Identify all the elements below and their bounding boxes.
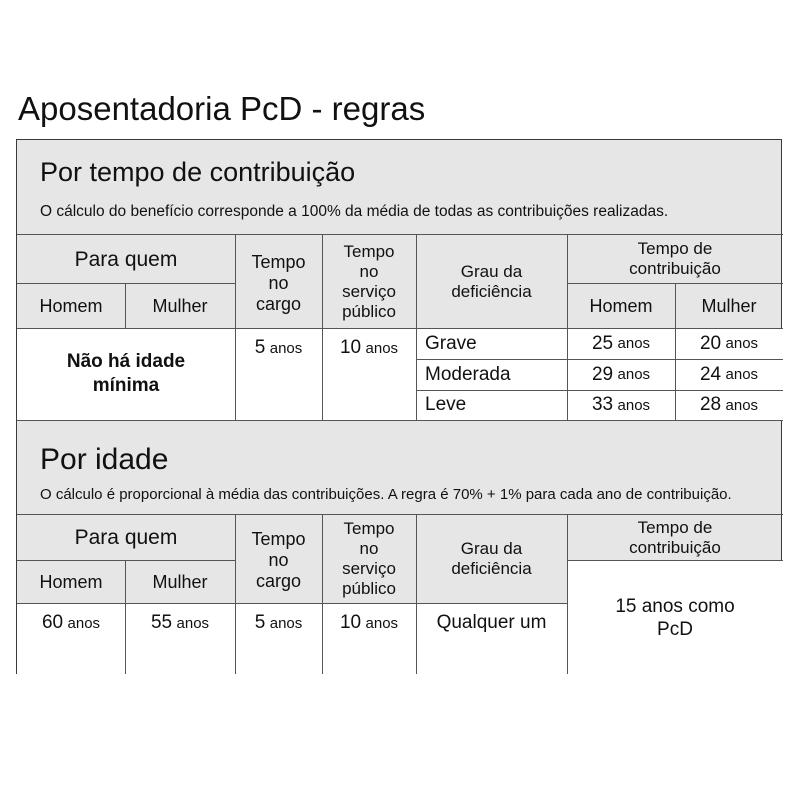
age-tempo-contribuicao-value: 15 anos como PcD [615,595,735,640]
age-header-para-quem: Para quem [74,526,178,549]
para-quem-value: Não há idade mínima [66,351,186,396]
header-grau: Grau da deficiência [451,262,532,301]
divider [125,560,126,674]
age-grau-value: Qualquer um [436,612,547,633]
contrib-homem-moderada: 29 anos [591,363,651,385]
contrib-mulher-moderada: 24 anos [699,363,759,385]
divider [17,234,783,235]
age-homem-value: 60 anos [41,612,101,633]
grau-leve: Leve [425,394,467,415]
grau-moderada: Moderada [425,363,511,385]
divider [416,234,417,420]
age-tempo-servico-value: 10 anos [339,612,399,633]
contrib-mulher-grave: 20 anos [699,332,759,354]
age-header-tempo-servico: Tempo no serviço público [342,519,396,598]
rules-table [16,139,782,674]
divider [416,359,783,360]
header-tempo-cargo: Tempo no cargo [251,251,306,314]
age-header-tempo-contribuicao: Tempo de contribuição [629,517,721,557]
divider [17,603,567,604]
divider [17,328,783,329]
divider [17,420,783,421]
section-age-subtitle: O cálculo é proporcional à média das contribuições. A regra é 70% + 1% para cada ano de contribuição. [40,486,732,503]
tempo-servico-value: 10 anos [339,337,399,358]
age-header-mulher: Mulher [152,571,208,592]
header-mulher: Mulher [152,295,208,316]
section-contribution-title: Por tempo de contribuição [40,157,356,187]
divider [17,283,235,284]
divider [125,283,126,328]
divider [17,514,783,515]
header-tempo-contribuicao: Tempo de contribuição [629,239,721,278]
section-age-title: Por idade [40,443,169,476]
divider [235,514,236,674]
section-contribution-subtitle: O cálculo do benefício corresponde a 100% da média de todas as contribuições realizadas. [40,203,669,220]
divider [322,234,323,420]
contrib-homem-grave: 25 anos [591,332,651,354]
divider [567,514,568,674]
divider [675,283,676,420]
header-tempo-servico: Tempo no serviço público [342,242,396,321]
divider [416,514,417,674]
divider [567,560,783,561]
page-title: Aposentadoria PcD - regras [18,90,426,127]
header-contrib-mulher: Mulher [701,295,757,316]
age-header-grau: Grau da deficiência [451,539,532,578]
contrib-mulher-leve: 28 anos [699,394,759,415]
age-mulher-value: 55 anos [150,612,210,633]
divider [416,390,783,391]
divider [17,560,235,561]
contrib-homem-leve: 33 anos [591,394,651,415]
divider [322,514,323,674]
divider [235,234,236,420]
header-homem: Homem [39,295,103,316]
header-contrib-homem: Homem [589,295,653,316]
age-header-homem: Homem [39,571,103,592]
grau-grave: Grave [425,332,477,354]
divider [567,234,568,420]
age-tempo-cargo-value: 5 anos [254,612,303,633]
age-header-tempo-cargo: Tempo no cargo [251,528,306,591]
tempo-cargo-value: 5 anos [254,337,303,358]
header-para-quem: Para quem [74,248,178,271]
